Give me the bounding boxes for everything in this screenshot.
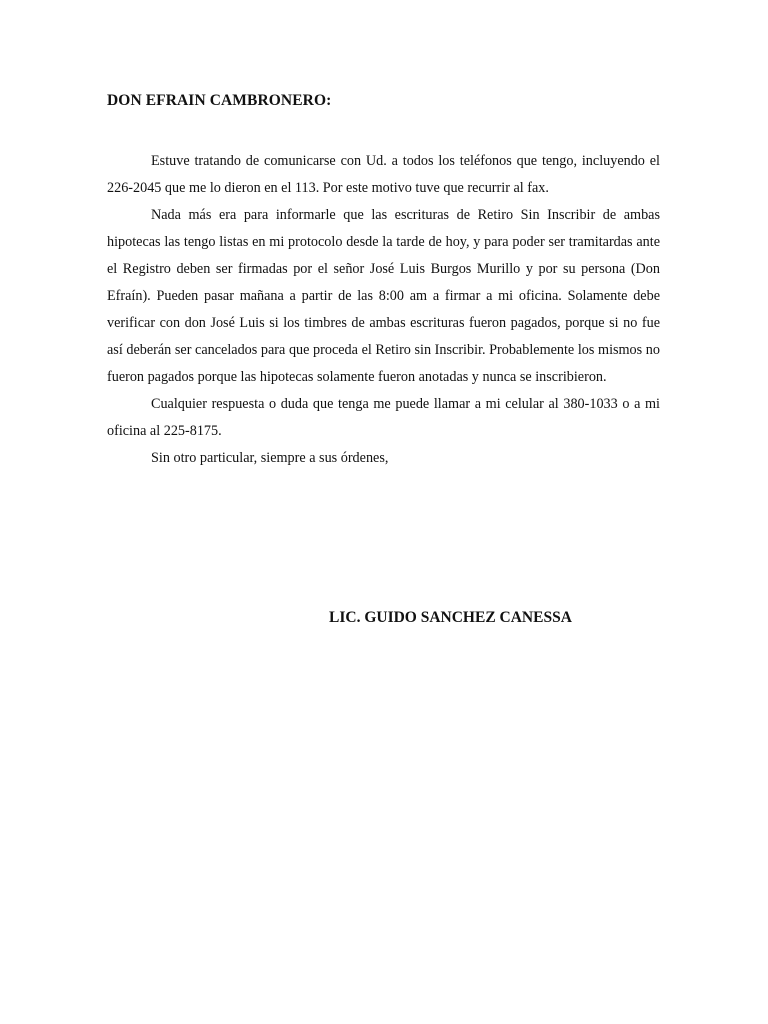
letter-salutation: DON EFRAIN CAMBRONERO: <box>107 92 332 109</box>
letter-signature: LIC. GUIDO SANCHEZ CANESSA <box>329 609 572 626</box>
paragraph-phone-attempt: Estuve tratando de comunicarse con Ud. a todos los teléfonos que tengo, incluyendo el 226-2045 que me lo dieron en el 113. Por este motivo tuve que recurrir al fax. <box>107 153 660 196</box>
paragraph-deeds-ready: Nada más era para informarle que las escrituras de Retiro Sin Inscribir de ambas hipotecas las tengo listas en mi protocolo desde la tarde de hoy, y para poder ser tramitardas ante el Registro deben ser firmadas por el señor José Luis Burgos Murillo y por su persona (Don Efraín). Pueden pasar mañana a partir de las 8:00 am a firmar a mi oficina. Solamente debe verificar con don José Luis si los timbres de ambas escrituras fueron pagados, porque si no fue así deberán ser cancelados para que proceda el Retiro sin Inscribir. Probablemente los mismos no fueron pagados porque las hipotecas solamente fueron anotadas y nunca se inscribieron. <box>107 207 660 385</box>
paragraph-closing: Sin otro particular, siempre a sus órdenes, <box>151 450 389 466</box>
paragraph-contact-info: Cualquier respuesta o duda que tenga me puede llamar a mi celular al 380-1033 o a mi oficina al 225-8175. <box>107 396 660 439</box>
letter-body <box>107 148 660 472</box>
